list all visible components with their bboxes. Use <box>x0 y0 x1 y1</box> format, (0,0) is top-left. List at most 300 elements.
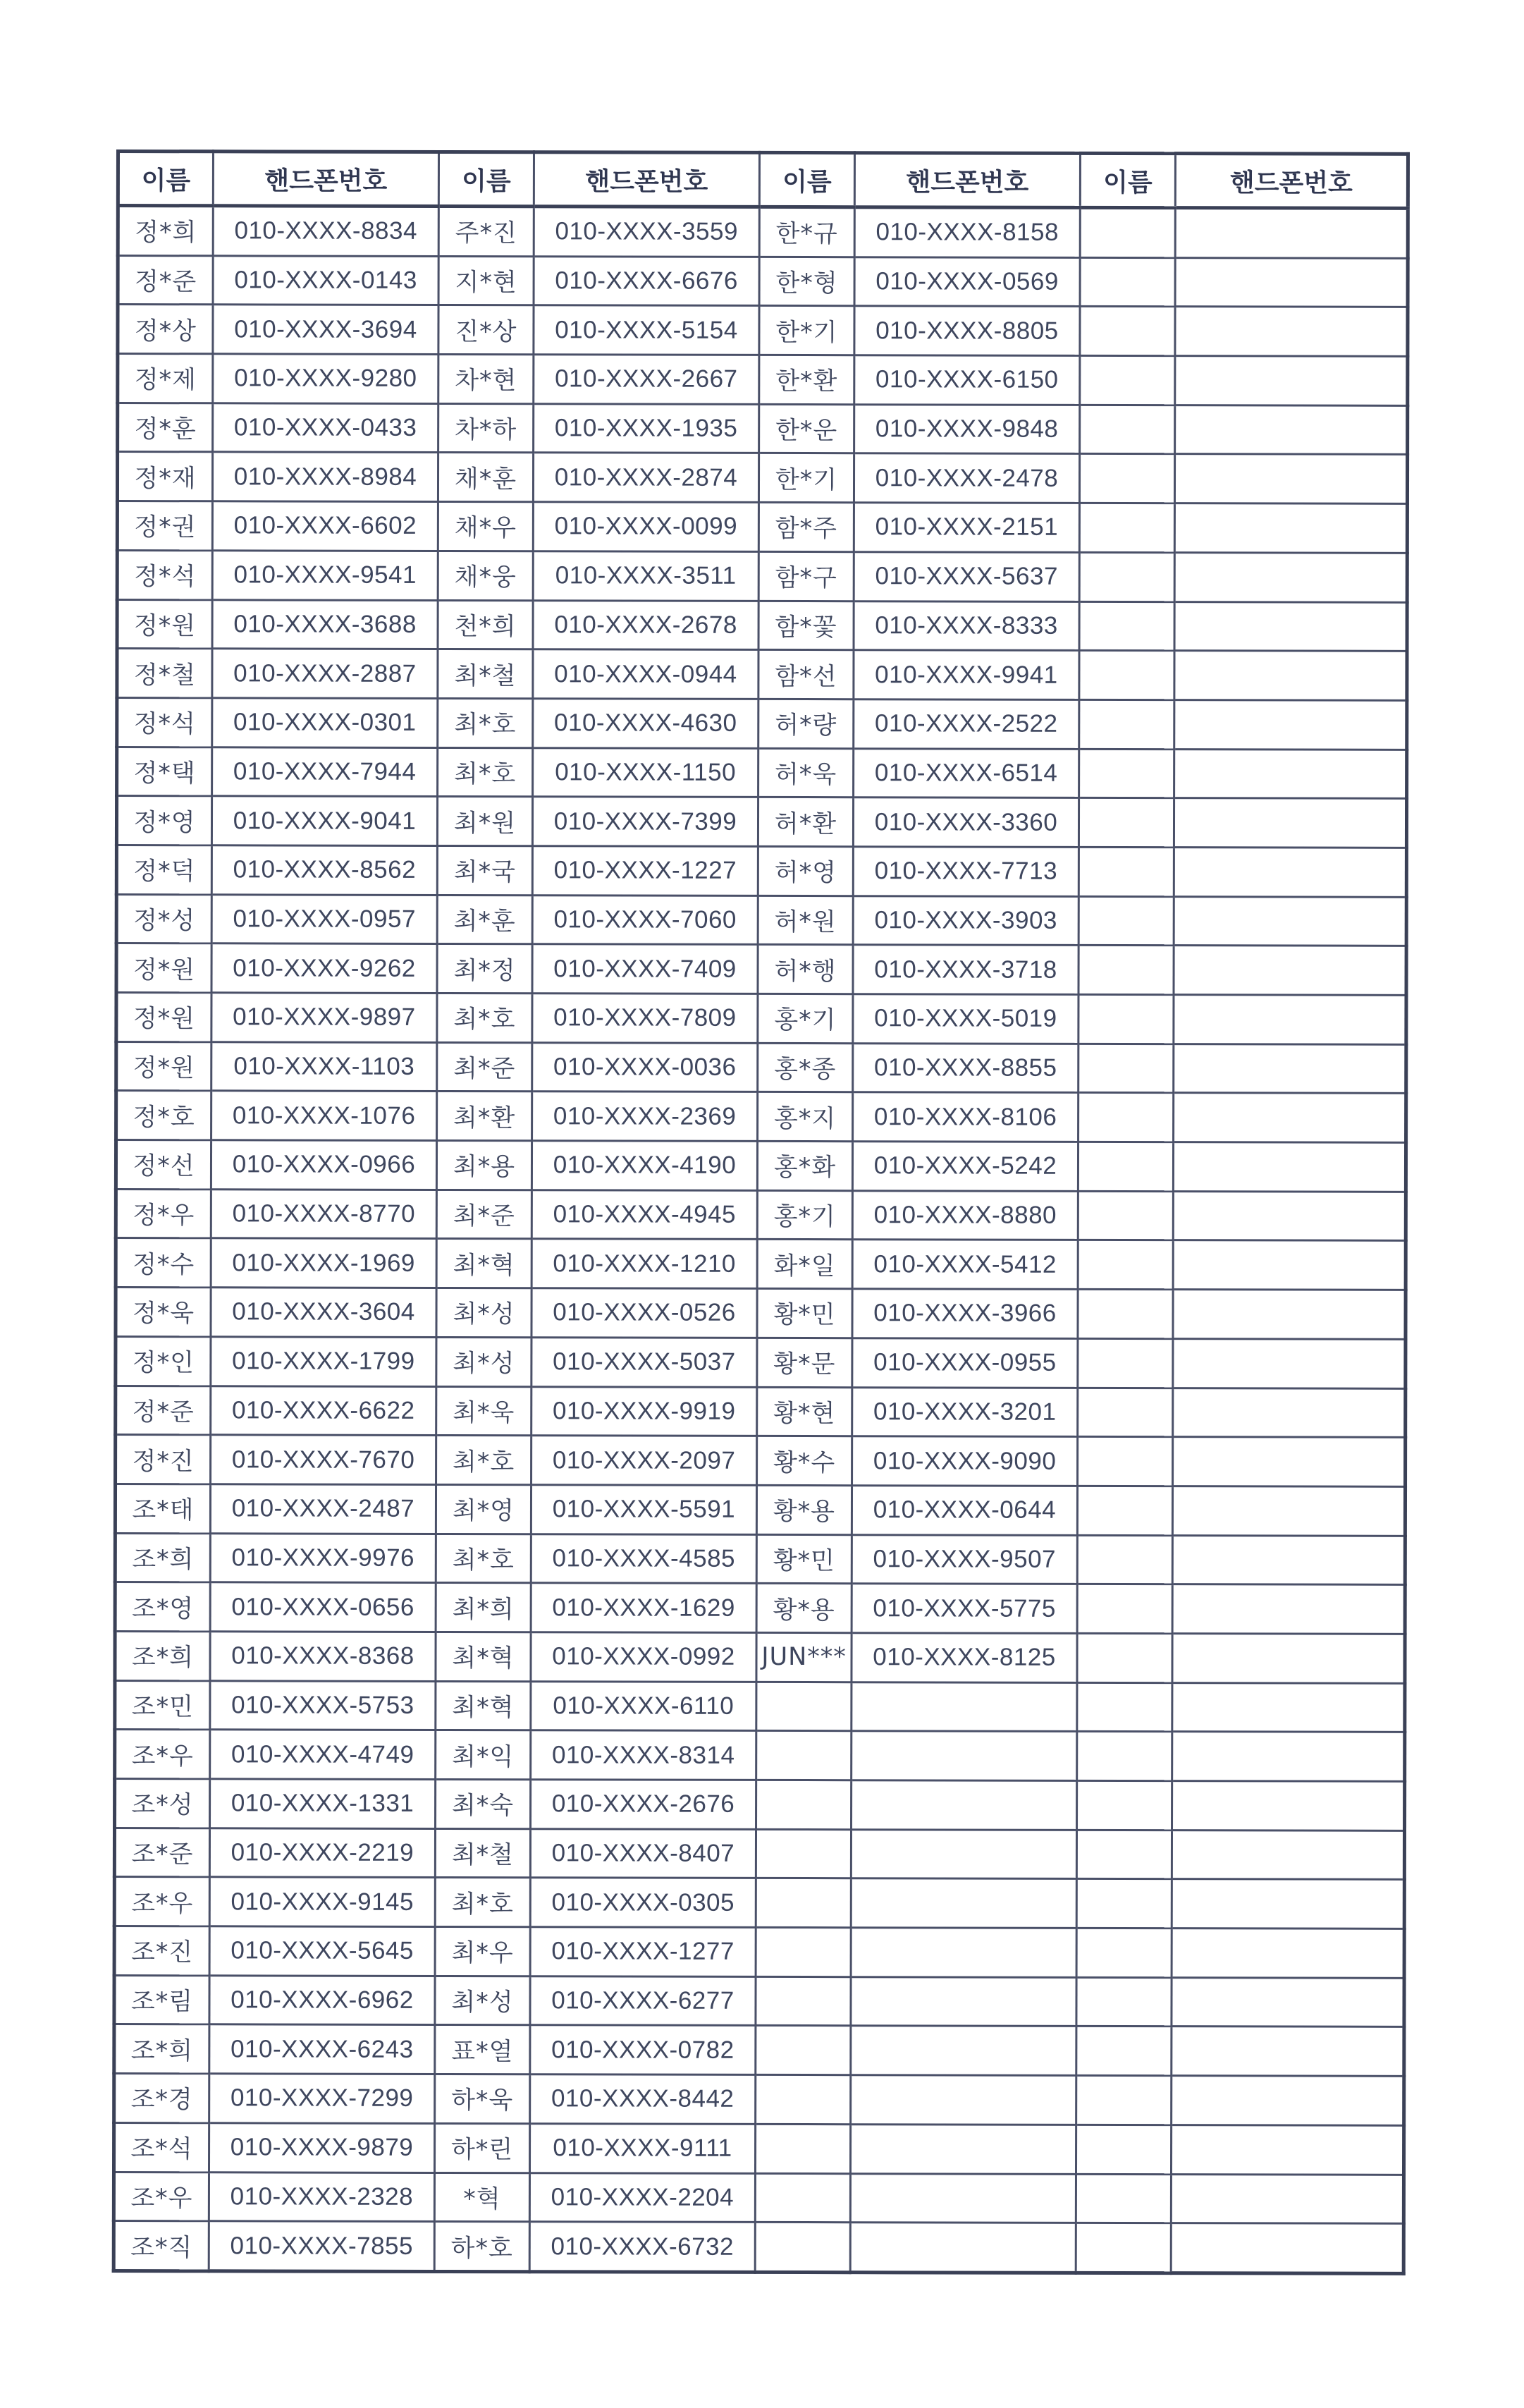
name-cell: 최*호 <box>438 747 533 797</box>
name-cell: 천*희 <box>438 600 533 649</box>
name-cell: 정*우 <box>116 1189 211 1238</box>
phone-cell: 010-XXXX-6514 <box>854 748 1079 797</box>
name-cell <box>1080 257 1175 307</box>
name-cell: 황*현 <box>757 1387 852 1436</box>
phone-cell <box>1172 1486 1405 1536</box>
name-cell <box>755 2223 850 2273</box>
name-cell <box>1079 847 1174 896</box>
name-cell: 허*영 <box>758 846 853 896</box>
phone-cell <box>851 1878 1076 1928</box>
phone-cell: 010-XXXX-3694 <box>213 305 438 354</box>
name-cell: 홍*화 <box>757 1141 852 1190</box>
table-row <box>117 697 1407 750</box>
table-row <box>114 1828 1404 1880</box>
phone-cell: 010-XXXX-5412 <box>852 1240 1078 1289</box>
name-cell: 홍*기 <box>758 994 853 1043</box>
name-cell: 함*선 <box>758 650 854 699</box>
table-row <box>116 1189 1406 1241</box>
phone-cell: 010-XXXX-6962 <box>209 1976 435 2025</box>
name-cell: 정*상 <box>118 305 213 354</box>
name-cell: 최*정 <box>437 944 532 994</box>
name-cell <box>1076 2027 1172 2076</box>
table-row <box>116 993 1406 1045</box>
table-row <box>118 305 1408 357</box>
phone-cell <box>1172 1634 1405 1683</box>
name-cell <box>1076 2125 1171 2174</box>
name-cell <box>756 1731 852 1780</box>
name-cell <box>1078 1191 1173 1240</box>
phone-cell: 010-XXXX-7399 <box>532 797 758 846</box>
phone-cell: 010-XXXX-9976 <box>210 1533 436 1582</box>
name-cell: 화*일 <box>757 1240 852 1289</box>
name-cell: 정*인 <box>116 1336 211 1386</box>
phone-cell: 010-XXXX-8880 <box>852 1190 1078 1240</box>
phone-cell: 010-XXXX-8333 <box>854 601 1079 650</box>
phone-cell: 010-XXXX-2487 <box>210 1484 436 1534</box>
phone-header: 핸드폰번호 <box>534 152 759 207</box>
name-cell: 정*진 <box>116 1435 211 1484</box>
phone-header: 핸드폰번호 <box>854 153 1080 208</box>
name-cell <box>1079 798 1174 848</box>
name-cell: 정*훈 <box>118 403 213 452</box>
name-cell: 정*영 <box>116 796 211 845</box>
name-cell: 황*문 <box>757 1338 852 1387</box>
name-cell <box>1077 1732 1172 1781</box>
name-cell <box>1076 2174 1171 2223</box>
name-cell: 정*선 <box>116 1140 211 1190</box>
phone-cell: 010-XXXX-2667 <box>534 355 759 404</box>
name-cell <box>1078 1388 1173 1437</box>
phone-cell: 010-XXXX-8770 <box>211 1190 436 1239</box>
name-cell: 황*용 <box>756 1584 852 1633</box>
phone-cell: 010-XXXX-6622 <box>211 1386 436 1435</box>
phone-cell <box>1174 995 1406 1044</box>
name-cell: 최*성 <box>436 1288 531 1338</box>
phone-cell <box>1174 700 1407 750</box>
table-row <box>116 1386 1406 1438</box>
phone-cell: 010-XXXX-3966 <box>852 1289 1078 1338</box>
phone-cell: 010-XXXX-9090 <box>852 1436 1078 1486</box>
name-cell: 함*구 <box>758 551 854 601</box>
name-cell <box>1077 1780 1172 1830</box>
name-cell: 최*국 <box>437 845 532 895</box>
name-cell <box>756 1780 852 1829</box>
phone-cell: 010-XXXX-7713 <box>853 847 1079 896</box>
name-cell: 황*용 <box>756 1485 852 1534</box>
name-cell <box>1076 2223 1171 2273</box>
phone-cell: 010-XXXX-9848 <box>854 404 1080 453</box>
name-cell: 조*희 <box>114 2024 209 2074</box>
phone-cell: 010-XXXX-0966 <box>211 1140 436 1190</box>
phone-cell: 010-XXXX-9919 <box>531 1386 757 1436</box>
name-cell: 홍*종 <box>758 1043 853 1092</box>
name-cell <box>756 1878 851 1928</box>
name-cell <box>1079 552 1174 601</box>
name-cell <box>1078 1289 1173 1338</box>
table-row <box>114 2074 1404 2126</box>
name-cell: 조*태 <box>115 1484 210 1533</box>
name-header: 이름 <box>1080 153 1175 207</box>
name-cell <box>756 2075 851 2125</box>
table-row <box>116 796 1406 848</box>
name-cell <box>1076 1977 1172 2027</box>
name-cell <box>1076 1928 1172 1977</box>
name-cell: 정*원 <box>116 1041 211 1091</box>
phone-cell: 010-XXXX-2676 <box>531 1780 756 1829</box>
name-cell <box>1079 994 1174 1044</box>
phone-cell: 010-XXXX-9507 <box>852 1534 1077 1584</box>
name-cell: 함*꽃 <box>758 601 854 650</box>
phone-cell <box>1174 848 1406 897</box>
name-cell: 최*영 <box>436 1484 531 1534</box>
phone-cell <box>850 2173 1076 2223</box>
name-cell: 조*준 <box>114 1828 209 1877</box>
phone-header: 핸드폰번호 <box>1175 154 1408 209</box>
phone-cell: 010-XXXX-8368 <box>210 1632 436 1681</box>
phone-cell <box>851 1928 1076 1977</box>
name-cell: 조*영 <box>115 1582 210 1632</box>
name-cell: 채*우 <box>438 502 533 551</box>
name-cell: 정*원 <box>117 599 212 649</box>
phone-cell: 010-XXXX-0143 <box>213 255 438 305</box>
phone-cell <box>1174 454 1407 503</box>
name-cell <box>1080 405 1175 454</box>
name-cell: 허*욱 <box>758 748 854 797</box>
phone-cell <box>1173 1338 1406 1388</box>
table-row <box>116 1238 1406 1290</box>
name-cell <box>755 2173 850 2223</box>
name-cell <box>1077 1633 1172 1682</box>
name-cell <box>1077 1486 1172 1535</box>
phone-cell: 010-XXXX-1799 <box>211 1337 436 1386</box>
table-row <box>117 501 1407 554</box>
phone-cell: 010-XXXX-0955 <box>852 1338 1078 1388</box>
phone-header: 핸드폰번호 <box>213 152 438 207</box>
name-cell: 함*주 <box>758 503 854 552</box>
name-cell <box>1078 1142 1173 1191</box>
name-cell <box>756 1976 851 2026</box>
phone-cell: 010-XXXX-0526 <box>531 1288 757 1338</box>
phone-cell <box>852 1780 1077 1830</box>
name-cell: 정*수 <box>116 1238 211 1288</box>
name-cell: 최*우 <box>435 1927 530 1976</box>
phone-cell <box>1174 601 1407 651</box>
name-cell: 정*철 <box>117 649 212 698</box>
phone-cell: 010-XXXX-8106 <box>853 1092 1079 1142</box>
table-row <box>117 599 1407 652</box>
phone-cell: 010-XXXX-6676 <box>534 256 759 305</box>
name-cell <box>1078 1240 1173 1290</box>
phone-cell: 010-XXXX-3903 <box>853 896 1079 945</box>
phone-cell <box>1173 1142 1406 1192</box>
name-cell: 하*욱 <box>435 2074 530 2124</box>
name-cell: 최*욱 <box>436 1386 531 1436</box>
name-cell: 최*준 <box>437 1042 532 1092</box>
phone-cell: 010-XXXX-9897 <box>211 993 437 1042</box>
table-row <box>117 649 1407 701</box>
phone-cell: 010-XXXX-4190 <box>531 1141 757 1190</box>
name-cell: 조*진 <box>114 1926 209 1976</box>
phone-cell: 010-XXXX-2874 <box>533 453 758 502</box>
phone-cell <box>1174 1093 1406 1142</box>
name-cell <box>1077 1682 1172 1732</box>
name-cell <box>1079 601 1174 651</box>
name-cell <box>1076 2075 1172 2125</box>
name-cell: 한*규 <box>759 207 854 257</box>
name-cell: 최*숙 <box>436 1779 531 1828</box>
phone-cell: 010-XXXX-2478 <box>854 453 1079 503</box>
name-cell <box>1077 1535 1172 1584</box>
name-cell <box>1080 307 1175 356</box>
phone-cell <box>1173 1437 1406 1486</box>
phone-cell: 010-XXXX-1210 <box>531 1239 757 1288</box>
name-cell: 정*욱 <box>116 1288 211 1337</box>
name-cell <box>756 1682 852 1731</box>
phone-cell: 010-XXXX-9262 <box>211 943 437 993</box>
phone-cell: 010-XXXX-7409 <box>532 944 758 994</box>
phone-cell: 010-XXXX-0656 <box>210 1582 436 1632</box>
phone-cell: 010-XXXX-8562 <box>211 845 437 895</box>
phone-cell: 010-XXXX-1277 <box>530 1927 756 1976</box>
phone-cell: 010-XXXX-4749 <box>210 1730 436 1779</box>
phone-cell: 010-XXXX-0036 <box>532 1042 758 1092</box>
phone-cell: 010-XXXX-6277 <box>530 1976 756 2025</box>
name-cell: 조*희 <box>115 1533 210 1582</box>
phone-cell: 010-XXXX-7670 <box>211 1435 436 1484</box>
phone-cell: 010-XXXX-2204 <box>529 2172 755 2222</box>
table-row <box>114 1877 1404 1929</box>
table-row <box>113 2122 1403 2175</box>
name-cell: 황*민 <box>757 1289 852 1338</box>
table-row <box>115 1631 1405 1683</box>
phone-cell: 010-XXXX-8125 <box>852 1633 1077 1682</box>
phone-cell: 010-XXXX-0305 <box>530 1878 756 1927</box>
table-row <box>118 255 1408 307</box>
phone-cell: 010-XXXX-2328 <box>209 2172 434 2221</box>
phone-cell: 010-XXXX-3559 <box>534 207 759 257</box>
phone-cell: 010-XXXX-4630 <box>533 699 758 748</box>
phone-cell <box>1172 1781 1405 1831</box>
table-row <box>116 1041 1406 1094</box>
name-cell: JUN*** <box>756 1632 852 1682</box>
name-cell: 최*원 <box>437 797 532 846</box>
table-row <box>116 1435 1406 1487</box>
name-cell <box>1079 699 1174 749</box>
name-cell: 채*훈 <box>438 453 533 502</box>
table-row <box>116 1091 1406 1143</box>
name-cell: 진*상 <box>438 305 534 355</box>
name-cell: 홍*지 <box>758 1092 853 1142</box>
phone-cell <box>1175 405 1408 454</box>
phone-cell: 010-XXXX-8805 <box>854 306 1080 355</box>
phone-cell <box>850 2223 1076 2273</box>
name-cell: 최*호 <box>437 993 532 1042</box>
phone-cell: 010-XXXX-1150 <box>533 747 758 797</box>
phone-cell: 010-XXXX-6243 <box>209 2024 435 2074</box>
phone-cell: 010-XXXX-2219 <box>209 1828 435 1877</box>
name-cell <box>1079 651 1174 700</box>
phone-cell: 010-XXXX-8158 <box>854 207 1080 257</box>
phone-cell <box>1172 1929 1404 1978</box>
name-cell: 정*준 <box>118 255 213 305</box>
name-cell: 정*성 <box>116 894 211 943</box>
phone-cell <box>851 1976 1076 2026</box>
phone-cell <box>1172 2027 1404 2076</box>
name-cell: 허*환 <box>758 797 853 847</box>
phone-cell: 010-XXXX-6150 <box>854 355 1080 405</box>
name-cell: 한*기 <box>759 306 854 355</box>
roster-sheet <box>112 149 1403 2261</box>
name-cell: 조*직 <box>113 2221 209 2271</box>
phone-cell <box>1172 1830 1404 1879</box>
name-cell: 한*기 <box>758 453 854 503</box>
name-cell: 한*환 <box>759 355 854 404</box>
phone-cell <box>1174 798 1406 848</box>
phone-cell: 010-XXXX-3718 <box>853 945 1079 994</box>
name-cell: 최*준 <box>436 1190 531 1239</box>
name-cell: 허*행 <box>758 945 853 994</box>
name-cell <box>1079 454 1174 503</box>
name-cell: 조*우 <box>115 1730 210 1779</box>
phone-cell: 010-XXXX-3201 <box>852 1387 1078 1436</box>
table-row <box>117 452 1407 504</box>
phone-cell: 010-XXXX-5242 <box>852 1142 1078 1191</box>
name-cell: 최*철 <box>435 1828 530 1878</box>
phone-cell: 010-XXXX-0301 <box>212 698 438 747</box>
phone-cell: 010-XXXX-5154 <box>534 305 759 355</box>
phone-cell: 010-XXXX-5645 <box>209 1926 435 1976</box>
name-cell: 최*호 <box>435 1878 530 1927</box>
table-row <box>115 1533 1405 1585</box>
name-cell: 정*준 <box>116 1386 211 1435</box>
phone-cell <box>1171 2223 1403 2273</box>
phone-cell: 010-XXXX-8442 <box>530 2074 756 2124</box>
name-cell <box>1079 1093 1174 1142</box>
phone-cell: 010-XXXX-2678 <box>533 600 758 649</box>
name-cell: 최*혁 <box>436 1681 531 1730</box>
phone-cell: 010-XXXX-2522 <box>854 699 1079 749</box>
phone-cell: 010-XXXX-7299 <box>209 2074 435 2123</box>
phone-cell: 010-XXXX-1227 <box>532 846 758 896</box>
name-cell: 채*웅 <box>438 551 533 600</box>
phone-cell: 010-XXXX-1103 <box>211 1041 437 1091</box>
phone-cell <box>852 1682 1077 1731</box>
phone-cell: 010-XXXX-9541 <box>212 551 438 600</box>
phone-cell <box>1172 1682 1405 1732</box>
name-cell: 주*진 <box>438 206 534 256</box>
name-cell <box>756 1927 851 1976</box>
name-header: 이름 <box>118 152 213 206</box>
name-cell: 허*원 <box>758 896 853 945</box>
name-cell: 차*하 <box>438 403 534 453</box>
name-cell: 정*권 <box>117 501 212 551</box>
name-cell: 조*성 <box>115 1779 210 1828</box>
name-cell: 하*호 <box>434 2222 529 2272</box>
phone-cell: 010-XXXX-1076 <box>211 1091 437 1140</box>
table-row <box>116 943 1406 996</box>
table-row <box>114 1975 1404 2027</box>
phone-cell: 010-XXXX-9280 <box>213 354 438 403</box>
phone-cell: 010-XXXX-8855 <box>853 1043 1079 1092</box>
phone-cell: 010-XXXX-5591 <box>531 1485 756 1534</box>
name-cell: 조*희 <box>115 1631 210 1680</box>
phone-cell <box>1172 1584 1405 1634</box>
name-cell: 최*철 <box>438 649 533 699</box>
table-row <box>115 1779 1405 1831</box>
name-cell: 정*희 <box>118 206 213 256</box>
name-cell: 조*민 <box>115 1680 210 1730</box>
name-cell: 최*용 <box>436 1141 531 1190</box>
table-row <box>116 1288 1406 1340</box>
name-cell: 정*재 <box>117 452 212 501</box>
table-row <box>115 1484 1405 1536</box>
name-cell <box>1078 1338 1173 1388</box>
name-cell <box>1079 503 1174 552</box>
phone-cell <box>1173 1290 1406 1339</box>
name-cell: 조*림 <box>114 1975 209 2024</box>
table-row <box>114 2024 1404 2077</box>
table-row <box>114 1926 1404 1979</box>
phone-cell: 010-XXXX-6110 <box>531 1681 756 1730</box>
phone-cell: 010-XXXX-7060 <box>532 895 758 944</box>
name-cell: 한*형 <box>759 257 854 306</box>
name-cell <box>1080 207 1175 257</box>
name-cell: 황*민 <box>756 1534 852 1584</box>
table-row <box>116 894 1406 946</box>
name-cell: 정*석 <box>117 550 212 599</box>
name-cell: 정*호 <box>116 1091 211 1140</box>
phone-cell: 010-XXXX-9879 <box>209 2123 434 2172</box>
name-cell: 한*운 <box>759 404 854 453</box>
phone-cell: 010-XXXX-7944 <box>212 747 438 796</box>
phone-cell <box>1175 257 1408 307</box>
table-row <box>113 2221 1403 2274</box>
phone-cell <box>1175 356 1408 405</box>
phone-cell <box>1175 208 1408 258</box>
phone-cell <box>1174 749 1407 798</box>
name-header: 이름 <box>438 152 534 206</box>
phone-cell <box>1173 1191 1406 1240</box>
name-cell <box>1076 1879 1172 1929</box>
phone-cell: 010-XXXX-9041 <box>211 796 437 845</box>
phone-cell <box>1174 946 1406 995</box>
name-cell: 조*경 <box>114 2074 209 2123</box>
phone-cell <box>1174 651 1407 700</box>
phone-cell: 010-XXXX-6732 <box>529 2222 755 2272</box>
phone-cell <box>1175 307 1408 356</box>
phone-cell: 010-XXXX-3360 <box>853 797 1079 847</box>
name-cell: 최*훈 <box>437 895 532 944</box>
name-cell <box>1079 896 1174 946</box>
phone-cell: 010-XXXX-4945 <box>531 1190 757 1239</box>
table-row <box>117 550 1407 602</box>
phone-cell: 010-XXXX-0782 <box>530 2025 756 2074</box>
phone-cell: 010-XXXX-3604 <box>211 1288 436 1337</box>
phone-cell <box>851 2075 1076 2125</box>
table-row <box>115 1680 1405 1732</box>
phone-cell: 010-XXXX-3511 <box>533 551 758 601</box>
name-cell: 최*희 <box>436 1583 531 1632</box>
phone-cell <box>1173 1240 1406 1290</box>
phone-cell: 010-XXXX-9145 <box>209 1877 435 1926</box>
name-cell <box>755 2124 850 2173</box>
phone-cell: 010-XXXX-8407 <box>530 1828 756 1878</box>
header-row <box>118 152 1408 209</box>
phone-cell: 010-XXXX-7855 <box>209 2221 434 2271</box>
table-header <box>118 152 1408 209</box>
name-cell: 조*우 <box>114 1877 209 1926</box>
name-cell: 최*호 <box>436 1534 531 1583</box>
